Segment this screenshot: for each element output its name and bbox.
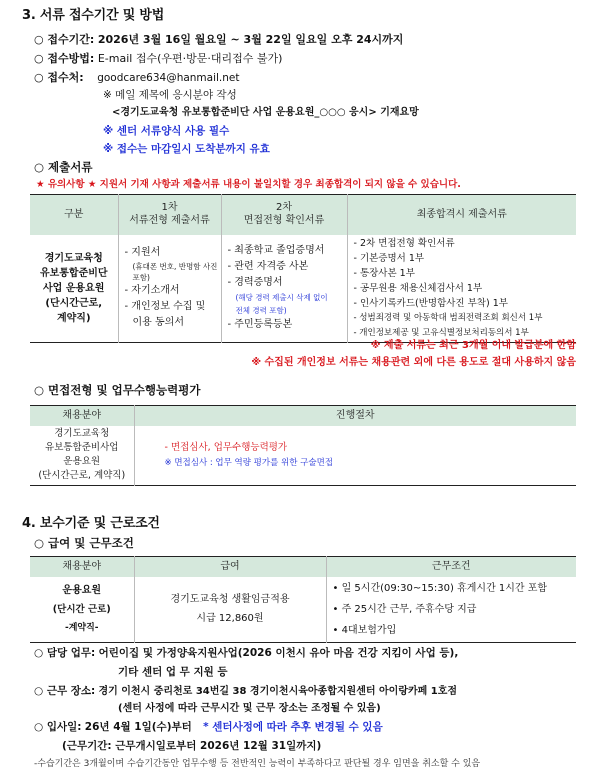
pay-table bbox=[30, 556, 576, 643]
docs-footnote-privacy: ※ 수집된 개인정보 서류는 채용관련 외에 다른 용도로 절대 사용하지 않음 bbox=[251, 357, 576, 368]
note-mail-subject: ※ 메일 제목에 응시분야 작성 bbox=[103, 89, 237, 101]
place-label: ○ 근무 장소: bbox=[34, 685, 96, 697]
duty-line bbox=[34, 647, 458, 660]
method-line bbox=[34, 52, 282, 66]
period-line bbox=[34, 33, 403, 47]
note-deadline: ※ 접수는 마감일시 도착분까지 유효 bbox=[103, 143, 270, 155]
interview-process: - 면접심사, 업무수행능력평가 ※ 면접심사 : 업무 역량 평가를 위한 구술면접 bbox=[134, 426, 576, 486]
period-label: ○ 접수기간: bbox=[34, 33, 95, 46]
method-value: E-mail 접수(우편·방문·대리접수 불가) bbox=[97, 52, 283, 65]
recv-label: ○ 접수처: bbox=[34, 71, 84, 84]
method-label: ○ 접수방법: bbox=[34, 52, 95, 65]
pay-header-field: 채용분야 bbox=[30, 557, 134, 577]
start-note: * 센터사정에 따라 추후 변경될 수 있음 bbox=[203, 721, 383, 733]
pay-subtitle: ○ 급여 및 근무조건 bbox=[34, 536, 134, 550]
docs-title: ○ 제출서류 bbox=[34, 160, 93, 174]
docs-col-first: - 지원서 (휴대폰 번호, 반명함 사진 포함) - 자기소개서 - 개인정보 수집 및 이용 동의서 bbox=[118, 235, 221, 343]
start-value: 26년 4월 1일(수)부터 bbox=[84, 721, 192, 733]
interview-field: 경기도교육청 유보통합준비사업 운용요원 (단시간근로, 계약직) bbox=[38, 428, 126, 482]
pay-header-salary: 급여 bbox=[134, 557, 326, 577]
docs-table bbox=[30, 194, 576, 343]
docs-col-final: - 2차 면접전형 확인서류 - 기본증명서 1부 - 통장사본 1부 - 공무원용 채용신체검사서 1부 - 인사기록카드(반명함사진 부착) 1부 - 성범죄경력 및 아동학대 범죄전력조회 회신서 1부 - 개인정보제공 및 고유식별정보처리동의서 1부 bbox=[347, 235, 576, 343]
duty-value-2: 기타 센터 업 무 지원 등 bbox=[118, 666, 228, 678]
duty-value: 어린이집 및 가정양육지원사업(2026 이천시 유아 마음 건강 지킴이 사업 등), bbox=[98, 647, 459, 659]
docs-header-second: 2차 면접전형 확인서류 bbox=[221, 195, 347, 235]
recv-email[interactable]: goodcare634@hanmail.net bbox=[97, 72, 240, 84]
docs-footnote-recent: ※ 제출 서류는 최근 3개월 이내 발급분에 한함 bbox=[370, 340, 576, 351]
place-value-2: (센터 사정에 따라 근무시간 및 근무 장소는 조정될 수 있음) bbox=[118, 703, 381, 714]
pay-header-conditions: 근무조건 bbox=[326, 557, 576, 577]
interview-header-process: 진행절차 bbox=[134, 406, 576, 426]
section-3-title: 3. 서류 접수기간 및 방법 bbox=[22, 8, 165, 23]
term-line: (근무기간: 근무개시일로부터 2026년 12월 31일까지) bbox=[62, 740, 322, 752]
start-label: ○ 입사일: bbox=[34, 721, 82, 733]
pay-field: 운용요원 (단시간 근로) -계약직- bbox=[52, 584, 111, 633]
note-mail-format: <경기도교육청 유보통합준비단 사업 운용요원_○○○ 응시> 기재요망 bbox=[112, 107, 419, 118]
docs-row-label: 경기도교육청 유보통합준비단 사업 운용요원 (단시간근로, 계약직) bbox=[39, 252, 108, 324]
docs-warning: ★ 유의사항 ★ 지원서 기재 사항과 제출서류 내용이 불일치할 경우 최종합격이 되지 않을 수 있습니다. bbox=[36, 179, 461, 190]
pay-conditions: • 일 5시간(09:30~15:30) 휴게시간 1시간 포함 • 주 25시간 근무, 주휴수당 지급 • 4대보험가입 bbox=[326, 577, 576, 643]
start-line bbox=[34, 721, 383, 734]
docs-header-first: 1차 서류전형 제출서류 bbox=[118, 195, 221, 235]
pay-salary: 경기도교육청 생활임금적용 시급 12,860원 bbox=[134, 577, 326, 643]
note-form-required: ※ 센터 서류양식 사용 필수 bbox=[103, 125, 230, 137]
place-line bbox=[34, 685, 457, 699]
docs-header-final: 최종합격시 제출서류 bbox=[347, 195, 576, 235]
place-value: 경기 이천시 중리천로 34번길 38 경기이천시육아종합지원센터 아이랑카페 1호점 bbox=[98, 686, 458, 697]
period-value: 2026년 3월 16일 월요일 ~ 3월 22일 일요일 오후 24시까지 bbox=[97, 33, 404, 46]
interview-title: ○ 면접전형 및 업무수행능력평가 bbox=[34, 383, 201, 397]
docs-header-category: 구분 bbox=[30, 195, 118, 235]
docs-col-second: - 최종학교 졸업증명서 - 관련 자격증 사본 - 경력증명서 (해당 경력 제출시 삭제 없이 전체 경력 포함) - 주민등록등본 bbox=[221, 235, 347, 343]
probation-note: -수습기간은 3개월이며 수습기간동안 업무수행 등 전반적인 능력이 부족하다고 판단될 경우 임면을 취소할 수 있음 bbox=[34, 759, 481, 769]
interview-header-field: 채용분야 bbox=[30, 406, 134, 426]
duty-label: ○ 담당 업무: bbox=[34, 647, 96, 659]
recv-line bbox=[34, 71, 240, 85]
interview-table bbox=[30, 405, 576, 486]
section-4-title: 4. 보수기준 및 근로조건 bbox=[22, 516, 160, 531]
